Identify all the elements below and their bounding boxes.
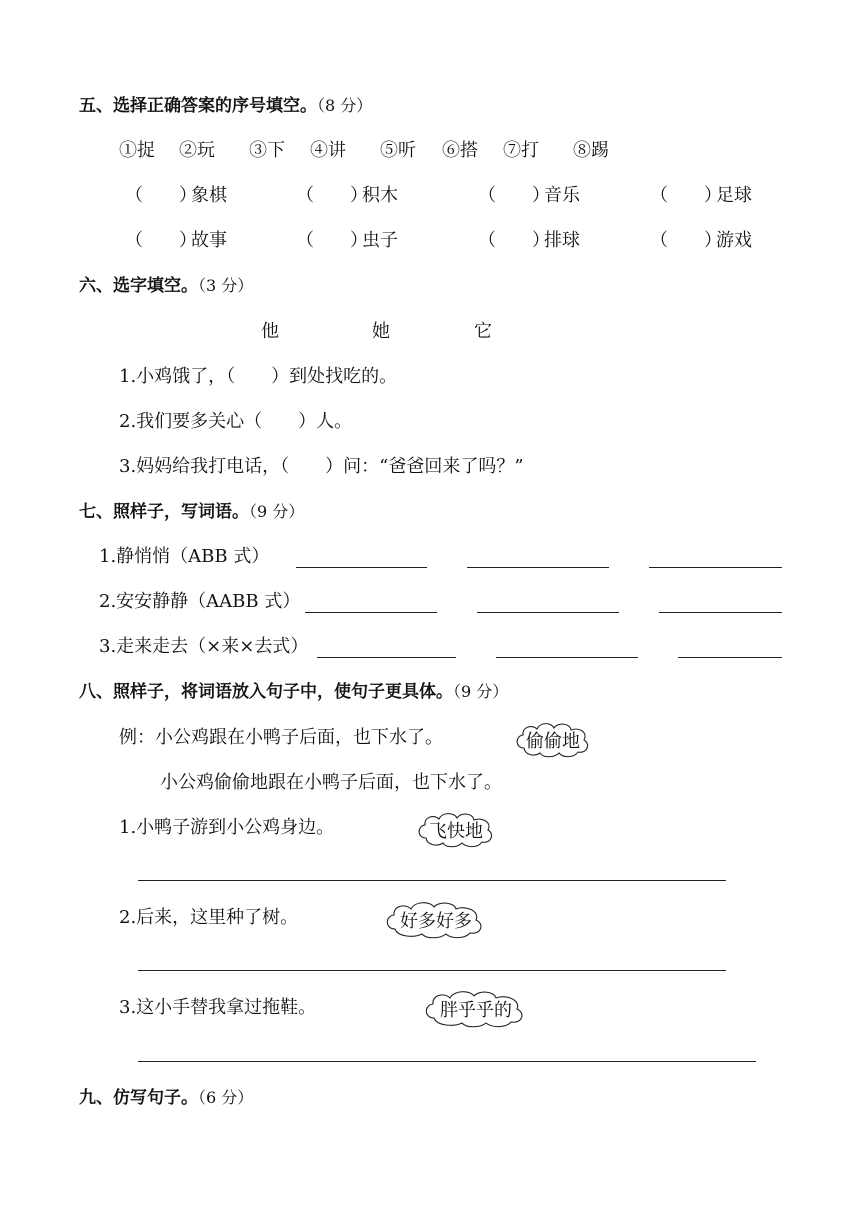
cloud-word-3	[423, 989, 529, 1029]
cloud-word-2	[384, 900, 488, 940]
s8-example: 例：小公鸡跟在小鸭子后面，也下水了。	[119, 727, 443, 748]
s8-question-3: 3.这小手替我拿过拖鞋。	[119, 997, 317, 1018]
word-r2c3: 排球	[544, 230, 580, 251]
cloud-text: 好多好多	[400, 911, 472, 932]
option-4: ④讲	[310, 140, 346, 161]
option-6: ⑥搭	[442, 140, 478, 161]
option-7: ⑦打	[503, 140, 539, 161]
s7-question-1: 1.静悄悄（ABB 式）	[99, 546, 270, 567]
section-5-title: 五、选择正确答案的序号填空。	[79, 96, 317, 116]
section-6-heading	[79, 274, 253, 298]
word-r2c4: 游戏	[716, 230, 752, 251]
char-option-2: 她	[372, 321, 390, 342]
answer-line[interactable]	[467, 567, 609, 568]
word-r1c3: 音乐	[544, 185, 580, 206]
section-9-heading	[79, 1086, 253, 1110]
cloud-text: 飞快地	[429, 821, 483, 842]
section-8-heading	[79, 680, 508, 704]
s8-question-1: 1.小鸭子游到小公鸡身边。	[119, 817, 335, 838]
s6-question-1: 1.小鸡饿了，（ ）到处找吃的。	[119, 366, 398, 387]
option-2: ②玩	[179, 140, 215, 161]
section-9-title: 九、仿写句子。	[79, 1088, 198, 1108]
option-5: ⑤听	[380, 140, 416, 161]
option-3: ③下	[249, 140, 285, 161]
section-8-points: （9 分）	[453, 682, 509, 701]
section-7-points: （9 分）	[249, 502, 305, 521]
section-6-title: 六、选字填空。	[79, 276, 198, 296]
section-5-heading	[79, 94, 372, 118]
cloud-text: 偷偷地	[526, 731, 580, 752]
char-option-3: 它	[474, 321, 492, 342]
answer-line[interactable]	[678, 657, 782, 658]
section-7-title: 七、照样子，写词语。	[79, 502, 249, 522]
section-9-points: （6 分）	[198, 1088, 254, 1107]
section-6-points: （3 分）	[198, 276, 254, 295]
answer-line[interactable]	[138, 970, 726, 971]
answer-line[interactable]	[305, 612, 437, 613]
answer-line[interactable]	[317, 657, 456, 658]
word-r1c1: 象棋	[191, 185, 227, 206]
answer-line[interactable]	[138, 1061, 756, 1062]
option-8: ⑧踢	[573, 140, 609, 161]
word-r1c4: 足球	[716, 185, 752, 206]
s6-question-3: 3.妈妈给我打电话，（ ）问：“爸爸回来了吗？”	[119, 456, 524, 477]
word-r2c1: 故事	[191, 230, 227, 251]
option-1: ①捉	[119, 140, 155, 161]
blank-r1c1[interactable]: （ ）	[125, 185, 197, 206]
char-option-1: 他	[261, 321, 279, 342]
answer-line[interactable]	[649, 567, 782, 568]
section-8-title: 八、照样子，将词语放入句子中，使句子更具体。	[79, 682, 453, 702]
blank-r1c4[interactable]: （ ）	[650, 185, 722, 206]
blank-r2c2[interactable]: （ ）	[296, 230, 368, 251]
answer-line[interactable]	[477, 612, 619, 613]
s7-question-3: 3.走来走去（×来×去式）	[99, 636, 309, 657]
cloud-word-1	[416, 811, 496, 849]
blank-r1c3[interactable]: （ ）	[478, 185, 550, 206]
s8-example-answer: 小公鸡偷偷地跟在小鸭子后面，也下水了。	[160, 772, 502, 793]
answer-line[interactable]	[496, 657, 638, 658]
word-r1c2: 积木	[362, 185, 398, 206]
answer-line[interactable]	[659, 612, 782, 613]
blank-r2c4[interactable]: （ ）	[650, 230, 722, 251]
answer-line[interactable]	[296, 567, 427, 568]
cloud-word-example	[514, 721, 592, 759]
section-5-points: （8 分）	[317, 96, 373, 115]
blank-r2c3[interactable]: （ ）	[478, 230, 550, 251]
cloud-text: 胖乎乎的	[440, 1000, 512, 1021]
answer-line[interactable]	[138, 880, 726, 881]
blank-r1c2[interactable]: （ ）	[296, 185, 368, 206]
word-r2c2: 虫子	[362, 230, 398, 251]
s6-question-2: 2.我们要多关心（ ）人。	[119, 411, 353, 432]
blank-r2c1[interactable]: （ ）	[125, 230, 197, 251]
s8-question-2: 2.后来，这里种了树。	[119, 907, 299, 928]
section-7-heading	[79, 500, 304, 524]
s7-question-2: 2.安安静静（AABB 式）	[99, 591, 301, 612]
